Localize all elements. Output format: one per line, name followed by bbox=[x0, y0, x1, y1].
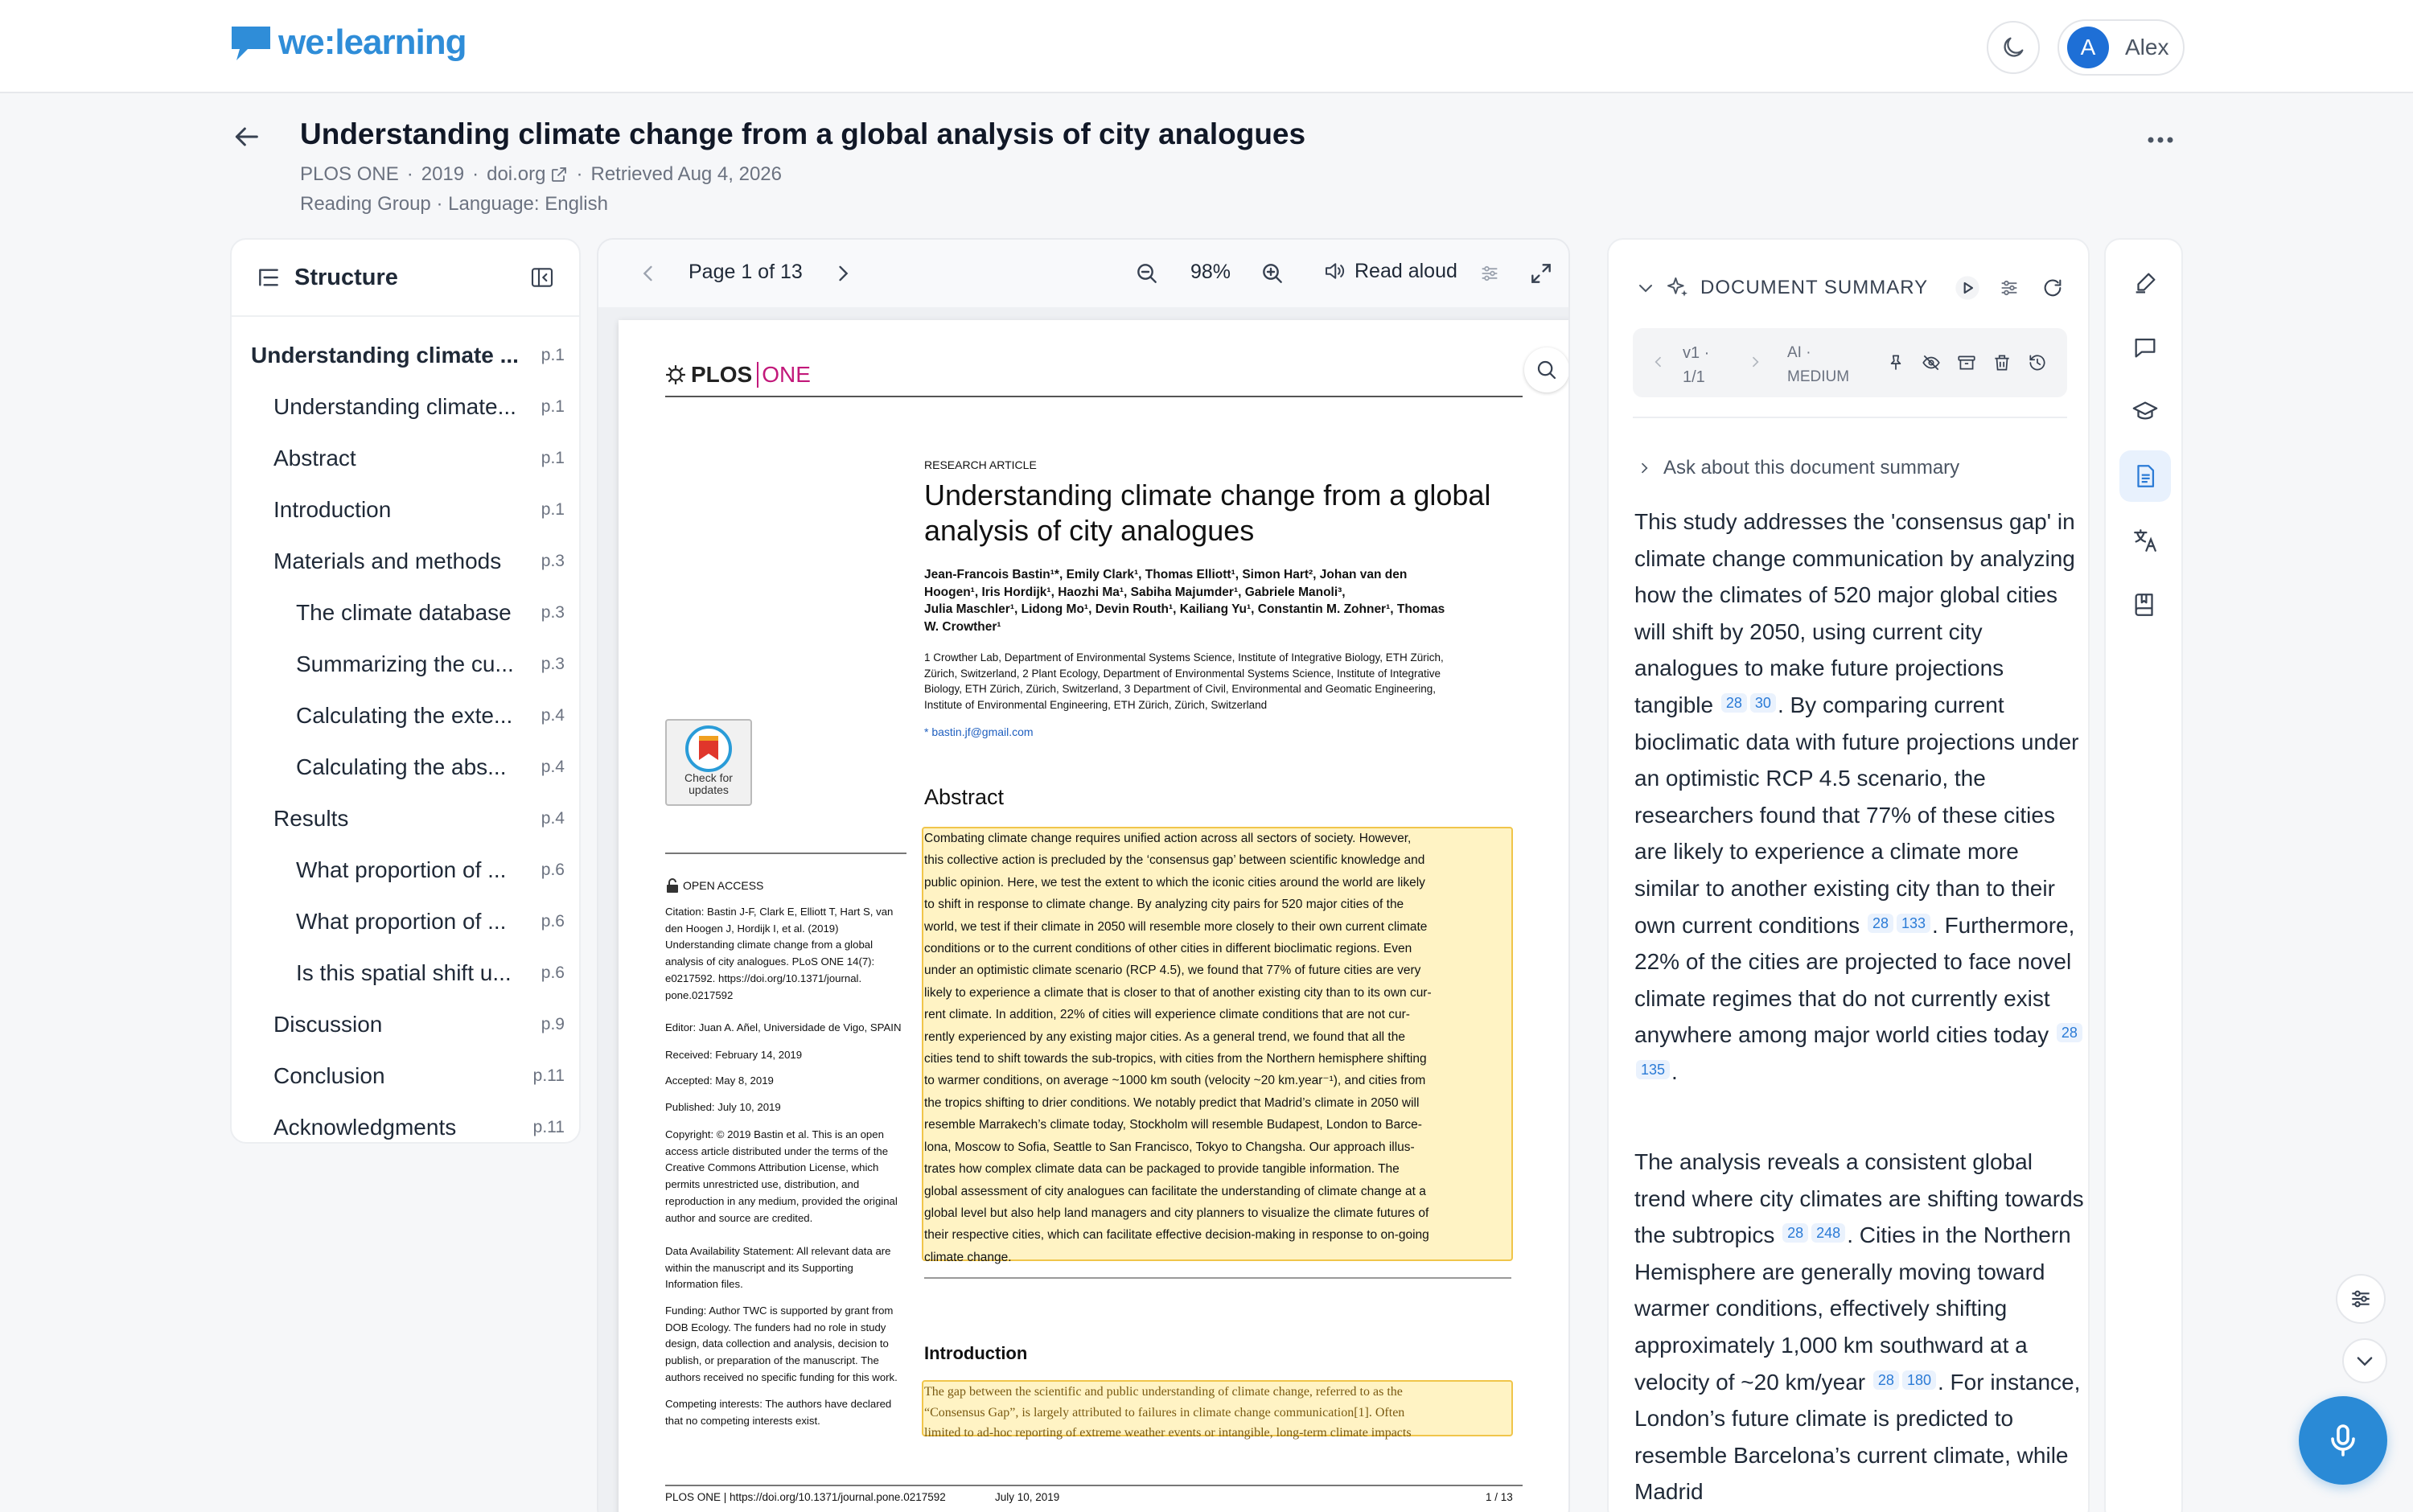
structure-item-page: p.1 bbox=[541, 500, 565, 519]
copyright-line: Copyright: © 2019 Bastin et al. This is an open bbox=[665, 1128, 884, 1140]
structure-item-page: p.4 bbox=[541, 809, 565, 828]
language-label: Language: English bbox=[448, 193, 608, 215]
document-viewer bbox=[597, 238, 1570, 1512]
tool-rail bbox=[2104, 238, 2183, 1512]
abstract-text bbox=[924, 828, 1513, 1268]
summary-panel bbox=[1607, 238, 2090, 1512]
structure-item[interactable] bbox=[232, 639, 581, 690]
previous-version-icon[interactable] bbox=[1650, 354, 1667, 370]
abstract-line: world, we test if their climate in 2050 will resemble more closely to their own current climate bbox=[924, 919, 1428, 934]
paper-title: Understanding climate change from a global analysis of city analogues bbox=[924, 479, 1491, 547]
graduation-cap-icon bbox=[2131, 398, 2159, 425]
structure-item-label: Summarizing the cu... bbox=[296, 651, 514, 676]
citation-chip[interactable]: 28 bbox=[1721, 693, 1747, 713]
copyright-line: access article distributed under the terms of the bbox=[665, 1144, 889, 1157]
introduction-line: The gap between the scientific and public understanding of climate change, referred to as the bbox=[924, 1385, 1403, 1399]
abstract-line: this collective action is precluded by the ‘consensus gap’ between scientific knowledge and bbox=[924, 853, 1425, 868]
editor-line: Editor: Juan A. Añel, Universidade de Vigo, SPAIN bbox=[665, 1021, 902, 1033]
structure-item[interactable] bbox=[232, 484, 581, 536]
abstract-heading: Abstract bbox=[924, 785, 1005, 809]
footer-page: 1 / 13 bbox=[1486, 1491, 1513, 1503]
citation-line: pone.0217592 bbox=[665, 988, 734, 1001]
open-access-label: OPEN ACCESS bbox=[665, 877, 763, 894]
translate-icon bbox=[2131, 527, 2159, 554]
introduction-line: limited to ad-hoc reporting of extreme weather events or intangible, long-term climate impacts bbox=[924, 1426, 1412, 1440]
citation-chip[interactable]: 30 bbox=[1750, 693, 1776, 713]
citation-chip[interactable]: 28 bbox=[1873, 1370, 1899, 1390]
structure-item[interactable] bbox=[232, 896, 581, 947]
zoom-in-icon[interactable] bbox=[1260, 261, 1285, 286]
section-rule bbox=[924, 1277, 1511, 1279]
availability-line: Information files. bbox=[665, 1278, 743, 1291]
expand-icon[interactable] bbox=[1528, 261, 1554, 286]
moon-icon bbox=[2000, 34, 2027, 61]
funding-block bbox=[665, 1303, 906, 1387]
zoom-level: 98% bbox=[1190, 261, 1231, 283]
summary-paragraph-1: This study addresses the 'consensus gap' in climate change communication by analyzing how the climates of 520 major global cities will shift by 2050, using current city analogues to make future projections tangible 28 30 . By comparing current bioclimatic data with future projections under an optimistic RCP 4.5 scenario, the researchers found that 77% of these cities are likely to experience a climate more similar to another existing city than to their own current conditions 28 133 . Furthermore, 22% of the cities are projected to face novel climate regimes that do not currently exist anywhere among major world cities today 28135 . bbox=[1634, 503, 2085, 1091]
copyright-block bbox=[665, 1127, 906, 1226]
comments-tool-button[interactable] bbox=[2119, 322, 2171, 373]
read-aloud-button[interactable]: Read aloud bbox=[1322, 259, 1457, 283]
abstract-line: global level but also help land managers and city planners to visualize the climate futures of bbox=[924, 1206, 1429, 1220]
citation-line: Citation: Bastin J-F, Clark E, Elliott T, Hart S, van bbox=[665, 906, 894, 918]
footer-journal: PLOS ONE | https://doi.org/10.1371/journal.pone.0217592 bbox=[665, 1491, 946, 1503]
chevron-down-icon[interactable] bbox=[1636, 278, 1655, 298]
notebook-tool-button[interactable] bbox=[2119, 579, 2171, 631]
structure-item[interactable] bbox=[232, 999, 581, 1050]
publication-year: 2019 bbox=[421, 163, 465, 185]
structure-item-label: The climate database bbox=[296, 600, 512, 625]
avatar: A bbox=[2067, 27, 2109, 68]
citation-block bbox=[665, 904, 906, 1004]
zoom-out-icon[interactable] bbox=[1134, 261, 1160, 286]
ai-label: AI · bbox=[1787, 344, 1811, 361]
abstract-line: to shift in response to climate change. By analyzing city pairs for 520 major cities of the bbox=[924, 898, 1404, 912]
structure-item[interactable] bbox=[232, 587, 581, 639]
document-text-icon bbox=[2131, 462, 2159, 490]
abstract-line: public opinion. Here, we test the extent to which the iconic cities around the world are likely bbox=[924, 875, 1425, 890]
copyright-line: reproduction in any medium, provided the original bbox=[665, 1194, 898, 1207]
refresh-icon[interactable] bbox=[2041, 277, 2064, 299]
app-logo[interactable] bbox=[230, 23, 467, 63]
abstract-line: global assessment of city analogues can facilitate the understanding of climate change at a bbox=[924, 1184, 1426, 1198]
abstract-line: likely to experience a climate that is closer to that of another existing city than to its own cur- bbox=[924, 985, 1432, 1000]
structure-item-page: p.3 bbox=[541, 603, 565, 622]
retrieved-date: Retrieved Aug 4, 2026 bbox=[590, 163, 783, 185]
more-horizontal-icon bbox=[2143, 125, 2178, 154]
structure-item[interactable] bbox=[232, 742, 581, 793]
structure-item-page: p.11 bbox=[532, 1066, 565, 1085]
group-label: Reading Group bbox=[300, 193, 431, 215]
data-availability-block bbox=[665, 1243, 906, 1293]
more-options-button[interactable] bbox=[2143, 125, 2178, 154]
history-icon[interactable] bbox=[2027, 352, 2048, 373]
abstract-line: climate change. bbox=[924, 1250, 1012, 1264]
check-for-updates-badge[interactable]: Check for updates bbox=[665, 719, 752, 806]
trash-icon[interactable] bbox=[1992, 352, 2012, 373]
chevron-right-icon bbox=[1636, 460, 1652, 476]
structure-item[interactable] bbox=[232, 1102, 581, 1144]
chevron-right-icon[interactable] bbox=[832, 262, 854, 285]
footer-date: July 10, 2019 bbox=[995, 1491, 1060, 1503]
introduction-line: “Consensus Gap”, is largely attributed to failures in climate change communication[1]. Often bbox=[924, 1405, 1405, 1420]
structure-item-page: p.6 bbox=[541, 912, 565, 931]
introduction-heading: Introduction bbox=[924, 1343, 1028, 1363]
structure-item-label: Calculating the abs... bbox=[296, 754, 507, 779]
abstract-line: trates how complex climate data can be packaged to provide tangible information. The bbox=[924, 1162, 1400, 1177]
structure-item-label: Calculating the exte... bbox=[296, 703, 513, 728]
voice-input-button[interactable] bbox=[2299, 1396, 2387, 1485]
top-bar bbox=[0, 0, 2413, 93]
version-count: 1/1 bbox=[1683, 368, 1705, 386]
copyright-line: author and source are credited. bbox=[665, 1211, 813, 1224]
sliders-icon[interactable] bbox=[1478, 262, 1501, 285]
abstract-line: Combating climate change requires unified action across all sectors of society. However, bbox=[924, 832, 1412, 845]
received-line: Received: February 14, 2019 bbox=[665, 1049, 803, 1061]
structure-item-page: p.4 bbox=[541, 706, 565, 725]
citation-chip[interactable]: 28 bbox=[1782, 1223, 1808, 1243]
competing-line: Competing interests: The authors have declared bbox=[665, 1398, 892, 1410]
theme-toggle-button[interactable] bbox=[1987, 21, 2040, 74]
citation-chip[interactable]: 28 bbox=[2057, 1023, 2082, 1042]
page-title: Understanding climate change from a global analysis of city analogues bbox=[300, 117, 1306, 150]
external-link-icon bbox=[549, 165, 569, 184]
user-name: Alex bbox=[2125, 35, 2169, 60]
structure-item-label: Introduction bbox=[273, 497, 392, 522]
search-in-document-button[interactable] bbox=[1524, 347, 1569, 392]
doi-link[interactable]: doi.org bbox=[487, 163, 568, 186]
copyright-line: permits unrestricted use, distribution, and bbox=[665, 1178, 860, 1191]
structure-item-label: Conclusion bbox=[273, 1063, 385, 1088]
structure-item-page: p.1 bbox=[541, 449, 565, 467]
structure-header bbox=[232, 240, 579, 317]
structure-item[interactable] bbox=[232, 330, 581, 381]
viewer-toolbar bbox=[598, 240, 1570, 307]
sidebar-rule bbox=[665, 853, 906, 854]
accepted-line: Accepted: May 8, 2019 bbox=[665, 1074, 774, 1087]
citation-chip[interactable]: 180 bbox=[1902, 1370, 1936, 1390]
structure-item-label: Discussion bbox=[273, 1012, 383, 1037]
structure-item-page: p.6 bbox=[541, 861, 565, 879]
funding-line: publish, or preparation of the manuscript. The bbox=[665, 1354, 879, 1367]
abstract-line: lona, Moscow to Sofia, Seattle to San Francisco, Tokyo to Changsha. Our approach illus- bbox=[924, 1140, 1415, 1154]
arrow-left-icon bbox=[230, 121, 262, 153]
abstract-line: the tropics shifting to drier conditions. We notably predict that Madrid’s climate in 2050 will bbox=[924, 1095, 1420, 1110]
eye-off-icon[interactable] bbox=[1921, 352, 1942, 373]
user-menu-button[interactable] bbox=[2057, 19, 2185, 76]
structure-item-label: Acknowledgments bbox=[273, 1115, 457, 1140]
citation-line: den Hoogen J, Hordijk I, et al. (2019) bbox=[665, 922, 839, 935]
funding-line: Funding: Author TWC is supported by grant from bbox=[665, 1305, 894, 1317]
competing-interests-block bbox=[665, 1396, 906, 1429]
citation-line: Understanding climate change from a global bbox=[665, 939, 874, 951]
logo-text: we:learning bbox=[278, 23, 467, 62]
structure-item-page: p.3 bbox=[541, 552, 565, 570]
citation-chip[interactable]: 248 bbox=[1811, 1223, 1845, 1243]
funding-line: authors received no specific funding for this work. bbox=[665, 1370, 898, 1383]
introduction-text bbox=[924, 1382, 1513, 1444]
structure-item-label: Abstract bbox=[273, 446, 356, 470]
corresponding-email[interactable]: * bastin.jf@gmail.com bbox=[924, 725, 1034, 738]
next-version-icon[interactable] bbox=[1747, 354, 1763, 370]
affiliations: 1 Crowther Lab, Department of Environmental Systems Science, Institute of Integrative Biology, ETH Zürich, Zürich, Switzerland, 2 Plant Ecology, Department of Environmental Systems Science, Institute of Integrative Biology, ETH Zürich, Zürich, Switzerland, 3 Department of Civil, Environmental and Geomatic Engineering, Institute of Environmental Engineering, ETH Zürich, Zürich, Switzerland bbox=[924, 651, 1444, 711]
crossmark-icon bbox=[685, 725, 732, 772]
published-line: Published: July 10, 2019 bbox=[665, 1101, 781, 1113]
chevron-left-icon[interactable] bbox=[637, 262, 660, 285]
list-tree-icon bbox=[256, 265, 282, 290]
sparkles-icon bbox=[1665, 275, 1691, 301]
pdf-page bbox=[619, 320, 1570, 1512]
summary-divider bbox=[1633, 417, 2067, 418]
summary-paragraph-2: The analysis reveals a consistent global trend where city climates are shifting towards the subtropics 28 248 . Cities in the Northern Hemisphere are generally moving toward warmer conditions, effectively shifting approximately 1,000 km southward at a velocity of ~20 km/year 28 180 . For instance, London’s future climate is predicted to resemble Barcelona’s current climate, while Madrid bbox=[1634, 1149, 2084, 1505]
citation-line: analysis of city analogues. PLoS ONE 14(7): bbox=[665, 955, 875, 968]
structure-item-page: p.4 bbox=[541, 758, 565, 776]
copyright-line: Creative Commons Attribution License, which bbox=[665, 1161, 879, 1174]
settings-float-button[interactable] bbox=[2336, 1274, 2386, 1324]
citation-chip[interactable]: 135 bbox=[1636, 1060, 1670, 1079]
logo-chat-icon bbox=[230, 23, 272, 62]
structure-item[interactable] bbox=[232, 381, 581, 433]
translate-tool-button[interactable] bbox=[2119, 515, 2171, 566]
microphone-icon bbox=[2324, 1421, 2362, 1460]
structure-item[interactable] bbox=[232, 947, 581, 999]
structure-item-label: What proportion of ... bbox=[296, 857, 507, 882]
summary-tool-button[interactable] bbox=[2119, 450, 2171, 502]
journal-name: PLOS ONE bbox=[300, 163, 399, 185]
version-label: v1 · bbox=[1683, 344, 1710, 362]
structure-item[interactable] bbox=[232, 536, 581, 587]
play-icon[interactable] bbox=[1955, 275, 1980, 301]
collapse-panel-icon[interactable] bbox=[529, 265, 555, 290]
journal-logo: PLOS ONE bbox=[665, 362, 811, 388]
document-meta: PLOS ONE · 2019 · doi.org · Retrieved Aug 4, 2026 bbox=[300, 163, 783, 185]
abstract-line: to warmer conditions, on average ~1000 km south (velocity ~20 km.year⁻¹), and cities from bbox=[924, 1074, 1426, 1088]
article-type: RESEARCH ARTICLE bbox=[924, 458, 1037, 471]
scroll-down-button[interactable] bbox=[2342, 1338, 2387, 1383]
message-square-icon bbox=[2131, 334, 2159, 361]
structure-item-label: Is this spatial shift u... bbox=[296, 960, 512, 985]
summary-settings-icon[interactable] bbox=[1998, 277, 2020, 299]
abstract-line: under an optimistic climate scenario (RCP 4.5), we found that 77% of future cities are very bbox=[924, 963, 1421, 978]
availability-line: within the manuscript and its Supporting bbox=[665, 1261, 853, 1274]
citation-chip[interactable]: 28 bbox=[1868, 914, 1893, 933]
ai-level: MEDIUM bbox=[1787, 368, 1850, 385]
structure-item-label: Results bbox=[273, 806, 349, 831]
highlight-tool-button[interactable] bbox=[2119, 257, 2171, 309]
structure-item-label: Materials and methods bbox=[273, 549, 502, 573]
structure-item[interactable] bbox=[232, 844, 581, 896]
structure-item-page: p.9 bbox=[541, 1015, 565, 1033]
structure-panel bbox=[230, 238, 581, 1144]
structure-item-page: p.6 bbox=[541, 963, 565, 982]
ask-summary-toggle[interactable]: Ask about this document summary bbox=[1636, 457, 1959, 479]
sliders-icon bbox=[2348, 1286, 2374, 1312]
abstract-line: rently experienced by any existing major cities. As a general trend, we found that all the bbox=[924, 1029, 1405, 1044]
structure-item[interactable] bbox=[232, 793, 581, 844]
book-icon bbox=[2131, 591, 2159, 618]
abstract-line: conditions or to the current conditions of other cities in different bioclimatic regions. Even bbox=[924, 942, 1412, 956]
summary-version-bar bbox=[1633, 328, 2067, 397]
open-lock-icon bbox=[665, 877, 680, 894]
structure-item-page: p.1 bbox=[541, 346, 565, 364]
chevron-down-icon bbox=[2353, 1350, 2376, 1372]
funding-line: design, data collection and analysis, decision to bbox=[665, 1337, 889, 1350]
funding-line: DOB Ecology. The funders had no role in study bbox=[665, 1321, 886, 1333]
speaker-icon bbox=[1322, 259, 1346, 283]
summary-title: DOCUMENT SUMMARY bbox=[1700, 277, 1929, 298]
plos-sun-icon bbox=[665, 364, 686, 385]
structure-item[interactable] bbox=[232, 433, 581, 484]
footer-rule bbox=[665, 1485, 1523, 1486]
structure-title: Structure bbox=[294, 264, 398, 290]
abstract-line: resemble Marrakech’s climate today, Stockholm will resemble Budapest, London to Barce- bbox=[924, 1118, 1422, 1132]
structure-item-label: Understanding climate... bbox=[273, 394, 516, 419]
highlighter-icon bbox=[2131, 269, 2159, 297]
structure-item-page: p.11 bbox=[532, 1118, 565, 1136]
citation-chip[interactable]: 133 bbox=[1897, 914, 1930, 933]
author-list: Jean-Francois Bastin¹*, Emily Clark¹, Thomas Elliott¹, Simon Hart², Johan van den Hoogen¹, Iris Hordijk¹, Haozhi Ma¹, Sabiha Majumder¹, Gabriele Manoli³, Julia Maschler¹, Lidong Mo¹, Devin Routh¹, Kailiang Yu¹, Constantin M. Zohner¹, Thomas W. Crowther¹ bbox=[924, 568, 1445, 634]
page-indicator: Page 1 of 13 bbox=[689, 261, 803, 283]
abstract-line: their respective cities, which can facilitate effective decision-making in response to on-going bbox=[924, 1228, 1429, 1243]
structure-item-label: Understanding climate ... bbox=[251, 343, 519, 368]
search-icon bbox=[1535, 358, 1559, 382]
structure-item-label: What proportion of ... bbox=[296, 909, 507, 934]
pin-icon[interactable] bbox=[1885, 352, 1906, 373]
structure-item-page: p.3 bbox=[541, 655, 565, 673]
abstract-line: rent climate. In addition, 22% of cities will experience climate conditions that are not cur- bbox=[924, 1008, 1410, 1022]
availability-line: Data Availability Statement: All relevant data are bbox=[665, 1245, 891, 1257]
citation-line: e0217592. https://doi.org/10.1371/journal. bbox=[665, 972, 862, 984]
structure-item[interactable] bbox=[232, 1050, 581, 1102]
competing-line: that no competing interests exist. bbox=[665, 1414, 820, 1427]
back-button[interactable] bbox=[230, 121, 262, 153]
document-meta-secondary: Reading Group · Language: English bbox=[300, 193, 608, 215]
learn-tool-button[interactable] bbox=[2119, 386, 2171, 438]
structure-item[interactable] bbox=[232, 690, 581, 742]
structure-item-page: p.1 bbox=[541, 397, 565, 416]
archive-icon[interactable] bbox=[1956, 352, 1977, 373]
header-rule bbox=[665, 396, 1523, 397]
abstract-line: cities tend to shift towards the sub-tropics, with cities from the Northern hemisphere shifting bbox=[924, 1052, 1427, 1066]
